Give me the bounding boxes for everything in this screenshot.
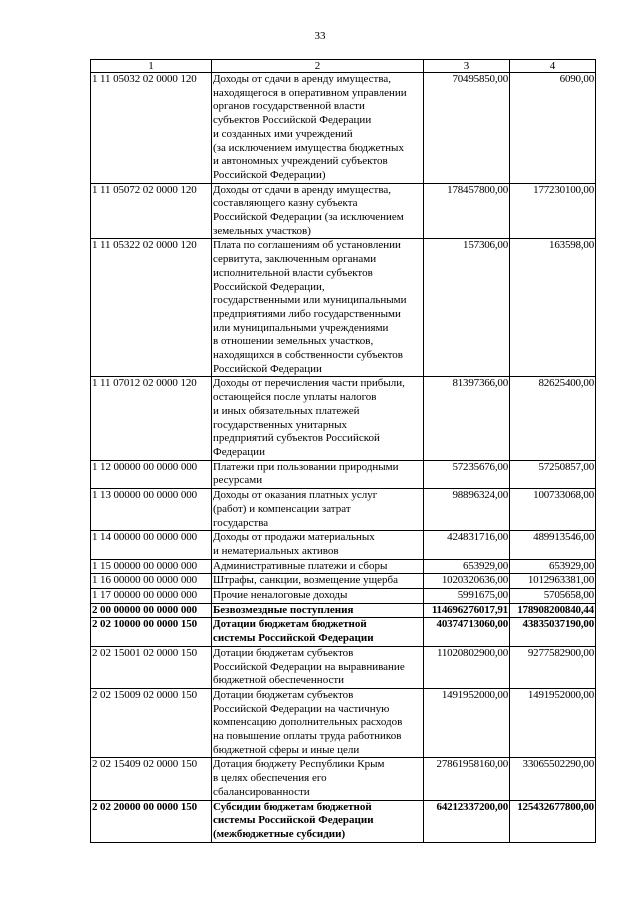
revenue-description-cell: Плата по соглашениям об установлении сервитута, заключенным органами исполнительной власти субъектов Российской Федерации, государственными или муниципальными предприятиями либо государственными или муниципальными учреждениями в отношении земельных участков, находящихся в собственности субъектов Российской Федерации bbox=[212, 239, 424, 377]
amount-year1-cell: 27861958160,00 bbox=[424, 758, 510, 800]
amount-year1-cell: 81397366,00 bbox=[424, 377, 510, 460]
amount-year1-cell: 424831716,00 bbox=[424, 531, 510, 559]
amount-year2-cell: 82625400,00 bbox=[510, 377, 596, 460]
classification-code-cell: 1 12 00000 00 0000 000 bbox=[91, 460, 212, 488]
amount-year1-cell: 114696276017,91 bbox=[424, 603, 510, 618]
table-row bbox=[91, 460, 596, 488]
classification-code-cell: 1 14 00000 00 0000 000 bbox=[91, 531, 212, 559]
revenue-description-cell: Доходы от сдачи в аренду имущества, находящегося в оперативном управлении органов государственной власти субъектов Российской Федерации и созданных ими учреждений (за исключением имущества бюджетных и автономных учреждений субъектов Российской Федерации) bbox=[212, 73, 424, 184]
classification-code-cell: 2 02 10000 00 0000 150 bbox=[91, 618, 212, 646]
amount-year2-cell: 100733068,00 bbox=[510, 489, 596, 531]
table-row bbox=[91, 646, 596, 688]
amount-year2-cell: 489913546,00 bbox=[510, 531, 596, 559]
table-row bbox=[91, 618, 596, 646]
amount-year2-cell: 6090,00 bbox=[510, 73, 596, 184]
revenue-description-cell: Доходы от оказания платных услуг (работ) и компенсации затрат государства bbox=[212, 489, 424, 531]
table-row bbox=[91, 589, 596, 604]
amount-year1-cell: 64212337200,00 bbox=[424, 800, 510, 842]
classification-code-cell: 1 15 00000 00 0000 000 bbox=[91, 559, 212, 574]
revenue-description-cell: Безвозмездные поступления bbox=[212, 603, 424, 618]
table-row bbox=[91, 377, 596, 460]
table-row bbox=[91, 800, 596, 842]
amount-year1-cell: 1020320636,00 bbox=[424, 574, 510, 589]
classification-code-cell: 1 11 05072 02 0000 120 bbox=[91, 183, 212, 239]
classification-code-cell: 1 16 00000 00 0000 000 bbox=[91, 574, 212, 589]
table-body bbox=[91, 73, 596, 843]
classification-code-cell: 1 11 07012 02 0000 120 bbox=[91, 377, 212, 460]
table-row bbox=[91, 73, 596, 184]
table-row bbox=[91, 489, 596, 531]
table-row bbox=[91, 758, 596, 800]
amount-year2-cell: 653929,00 bbox=[510, 559, 596, 574]
amount-year2-cell: 178908200840,44 bbox=[510, 603, 596, 618]
column-header-3: 3 bbox=[424, 60, 510, 73]
amount-year2-cell: 125432677800,00 bbox=[510, 800, 596, 842]
table-row bbox=[91, 688, 596, 758]
table-row bbox=[91, 239, 596, 377]
table-row bbox=[91, 531, 596, 559]
amount-year1-cell: 653929,00 bbox=[424, 559, 510, 574]
amount-year1-cell: 157306,00 bbox=[424, 239, 510, 377]
classification-code-cell: 1 11 05032 02 0000 120 bbox=[91, 73, 212, 184]
revenue-description-cell: Платежи при пользовании природными ресурсами bbox=[212, 460, 424, 488]
revenue-description-cell: Административные платежи и сборы bbox=[212, 559, 424, 574]
revenue-description-cell: Прочие неналоговые доходы bbox=[212, 589, 424, 604]
amount-year2-cell: 9277582900,00 bbox=[510, 646, 596, 688]
classification-code-cell: 1 13 00000 00 0000 000 bbox=[91, 489, 212, 531]
amount-year1-cell: 70495850,00 bbox=[424, 73, 510, 184]
amount-year1-cell: 98896324,00 bbox=[424, 489, 510, 531]
budget-revenue-table bbox=[90, 59, 596, 843]
amount-year1-cell: 11020802900,00 bbox=[424, 646, 510, 688]
amount-year1-cell: 5991675,00 bbox=[424, 589, 510, 604]
classification-code-cell: 1 11 05322 02 0000 120 bbox=[91, 239, 212, 377]
amount-year2-cell: 43835037190,00 bbox=[510, 618, 596, 646]
amount-year2-cell: 5705658,00 bbox=[510, 589, 596, 604]
amount-year2-cell: 57250857,00 bbox=[510, 460, 596, 488]
amount-year1-cell: 178457800,00 bbox=[424, 183, 510, 239]
revenue-description-cell: Дотации бюджетам бюджетной системы Российской Федерации bbox=[212, 618, 424, 646]
revenue-description-cell: Дотации бюджетам субъектов Российской Федерации на выравнивание бюджетной обеспеченности bbox=[212, 646, 424, 688]
table-row bbox=[91, 183, 596, 239]
table-row bbox=[91, 559, 596, 574]
table-header-row bbox=[91, 60, 596, 73]
amount-year2-cell: 33065502290,00 bbox=[510, 758, 596, 800]
page-number: 33 bbox=[314, 30, 326, 42]
revenue-description-cell: Дотации бюджетам субъектов Российской Федерации на частичную компенсацию дополнительных расходов на повышение оплаты труда работников бюджетной сферы и иные цели bbox=[212, 688, 424, 758]
amount-year2-cell: 1012963381,00 bbox=[510, 574, 596, 589]
amount-year1-cell: 40374713060,00 bbox=[424, 618, 510, 646]
amount-year1-cell: 1491952000,00 bbox=[424, 688, 510, 758]
revenue-description-cell: Субсидии бюджетам бюджетной системы Российской Федерации (межбюджетные субсидии) bbox=[212, 800, 424, 842]
table-row bbox=[91, 603, 596, 618]
classification-code-cell: 2 02 20000 00 0000 150 bbox=[91, 800, 212, 842]
amount-year2-cell: 1491952000,00 bbox=[510, 688, 596, 758]
amount-year2-cell: 163598,00 bbox=[510, 239, 596, 377]
classification-code-cell: 2 02 15001 02 0000 150 bbox=[91, 646, 212, 688]
revenue-description-cell: Дотация бюджету Республики Крым в целях обеспечения его сбалансированности bbox=[212, 758, 424, 800]
revenue-description-cell: Доходы от сдачи в аренду имущества, составляющего казну субъекта Российской Федерации (за исключением земельных участков) bbox=[212, 183, 424, 239]
revenue-description-cell: Доходы от перечисления части прибыли, остающейся после уплаты налогов и иных обязательных платежей государственных унитарных предприятий субъектов Российской Федерации bbox=[212, 377, 424, 460]
revenue-description-cell: Доходы от продажи материальных и нематериальных активов bbox=[212, 531, 424, 559]
classification-code-cell: 2 02 15009 02 0000 150 bbox=[91, 688, 212, 758]
classification-code-cell: 2 02 15409 02 0000 150 bbox=[91, 758, 212, 800]
amount-year1-cell: 57235676,00 bbox=[424, 460, 510, 488]
column-header-2: 2 bbox=[212, 60, 424, 73]
column-header-4: 4 bbox=[510, 60, 596, 73]
column-header-1: 1 bbox=[91, 60, 212, 73]
amount-year2-cell: 177230100,00 bbox=[510, 183, 596, 239]
table-row bbox=[91, 574, 596, 589]
classification-code-cell: 1 17 00000 00 0000 000 bbox=[91, 589, 212, 604]
classification-code-cell: 2 00 00000 00 0000 000 bbox=[91, 603, 212, 618]
revenue-description-cell: Штрафы, санкции, возмещение ущерба bbox=[212, 574, 424, 589]
